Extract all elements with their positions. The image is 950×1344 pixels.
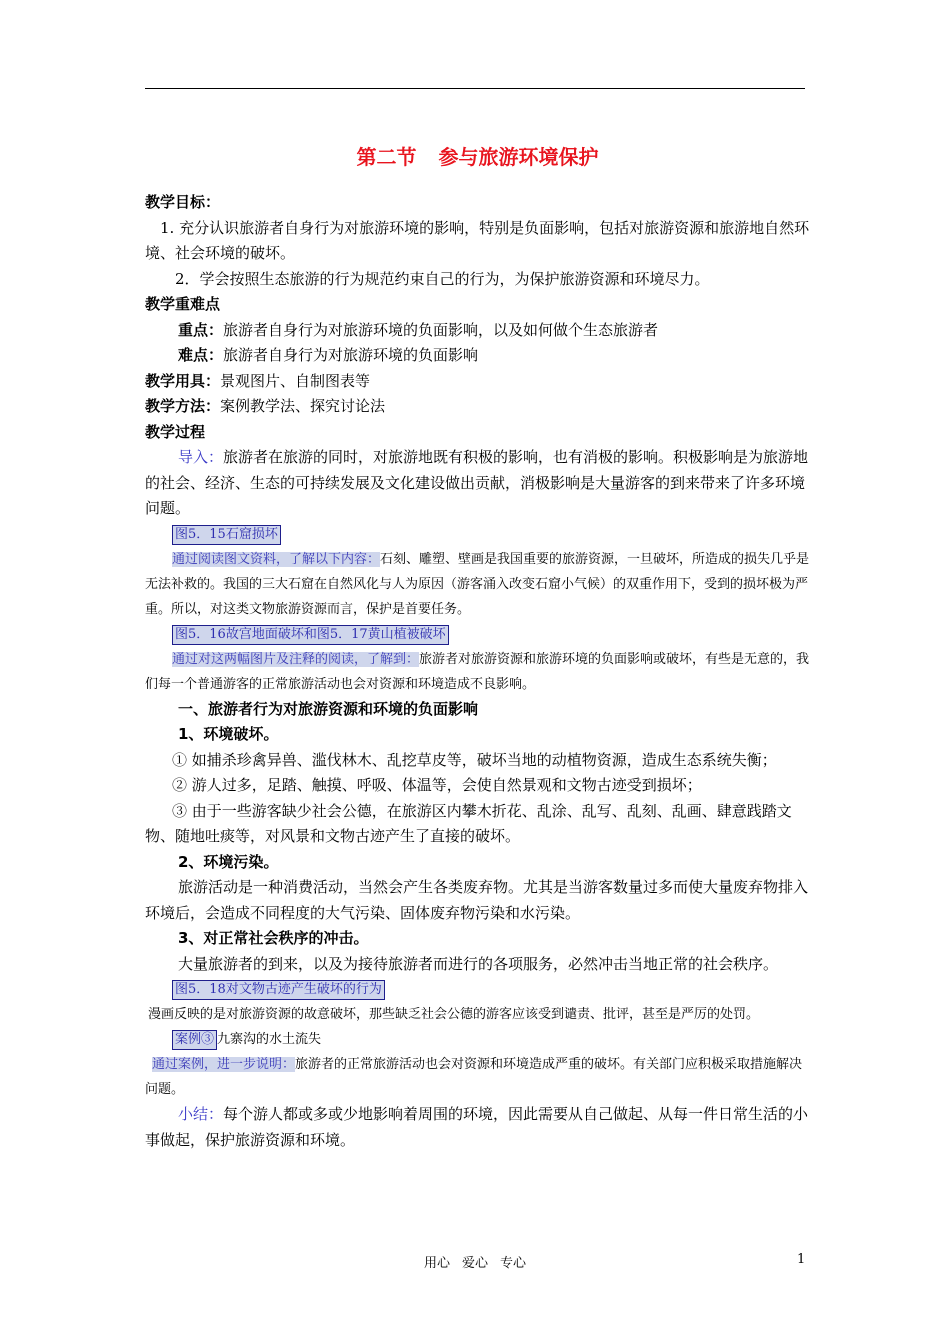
damage-item-1: ① 如捕杀珍禽异兽、滥伐林木、乱挖草皮等，破坏当地的动植物资源，造成生态系统失衡； [172, 750, 777, 769]
figure-ref-1 [145, 522, 810, 547]
social-order-paragraph: 大量旅游者的到来，以及为接待旅游者而进行的各项服务，必然冲击当地正常的社会秩序。 [178, 954, 779, 973]
reading-note-2-label: 通过对这两幅图片及注释的阅读，了解到： [172, 651, 420, 667]
damage-item-2: ② 游人过多，足踏、触摸、呼吸、体温等，会使自然景观和文物古迹受到损坏； [172, 776, 702, 794]
subsection-3-heading: 3、对正常社会秩序的冲击。 [178, 929, 369, 947]
goal-1: 1. 充分认识旅游者自身行为对旅游环境的影响，特别是负面影响，包括对旅游资源和旅游地自然环境、社会环境的破坏。 [145, 218, 810, 262]
goals-heading: 教学目标： [145, 193, 221, 211]
summary-text: 每个游人都或多或少地影响着周围的环境，因此需要从自己做起、从每一件日常生活的小事做起，保护旅游资源和环境。 [145, 1105, 809, 1149]
subsection-2-heading: 2、环境污染。 [178, 852, 279, 871]
reading-note-1-label: 通过阅读图文资料，了解以下内容： [172, 551, 381, 567]
difficult-point [145, 343, 810, 369]
key-point-text: 旅游者自身行为对旅游环境的负面影响，以及如何做个生态旅游者 [223, 320, 659, 339]
intro-label: 导入： [178, 448, 224, 466]
reading-note-1 [145, 547, 810, 622]
teaching-method [145, 394, 810, 420]
figure-label-2: 图5．16故宫地面破坏和图5．17黄山植被破坏 [172, 625, 449, 645]
difficult-point-text: 旅游者自身行为对旅游环境的负面影响 [223, 346, 479, 364]
cartoon-note: 漫画反映的是对旅游资源的故意破坏，那些缺乏社会公德的游客应该受到谴责、批评，甚至是严厉的处罚。 [148, 1007, 760, 1022]
damage-item-3: ③ 由于一些游客缺少社会公德，在旅游区内攀木折花、乱涂、乱写、乱刻、乱画、肆意践踏文物、随地吐痰等，对风景和文物古迹产生了直接的破坏。 [145, 801, 792, 845]
section-title: 参与旅游环境保护 [438, 145, 599, 169]
case-label: 案例③ [172, 1030, 217, 1050]
section-number: 第二节 [356, 145, 417, 169]
goal-2: 2．学会按照生态旅游的行为规范约束自己的行为，为保护旅游资源和环境尽力。 [175, 269, 710, 288]
page-number: 1 [797, 1252, 806, 1267]
summary-label: 小结： [178, 1105, 224, 1123]
footer-motto [0, 1252, 950, 1271]
key-point-label: 重点： [178, 320, 224, 339]
page-title [145, 140, 810, 174]
reading-note-2-text: 旅游者对旅游资源和旅游环境的负面影响或破坏，有些是无意的，我们每一个普通游客的正常旅游活动也会对资源和环境造成不良影响。 [145, 651, 810, 692]
footer-word-1: 用心 [423, 1256, 450, 1271]
teaching-method-label: 教学方法： [145, 397, 221, 415]
reading-note-1-text: 石刻、雕塑、壁画是我国重要的旅游资源，一旦破坏，所造成的损失几乎是无法补救的。我国的三大石窟在自然风化与人为原因（游客涌入改变石窟小气候）的双重作用下，受到的损坏极为严重。所以，对这类文物旅游资源而言，保护是首要任务。 [145, 551, 810, 617]
case-note [145, 1052, 810, 1102]
figure-label-1: 图5．15石窟损坏 [172, 525, 281, 545]
section-1-heading: 一、旅游者行为对旅游资源和环境的负面影响 [178, 699, 479, 718]
summary-paragraph [145, 1102, 810, 1153]
intro-text: 旅游者在旅游的同时，对旅游地既有积极的影响，也有消极的影响。积极影响是为旅游地的社会、经济、生态的可持续发展及文化建设做出贡献，消极影响是大量游客的到来带来了许多环境问题。 [145, 448, 809, 517]
figure-ref-2 [145, 622, 810, 647]
teaching-method-text: 案例教学法、探究讨论法 [220, 397, 386, 415]
figure-ref-3 [145, 977, 810, 1002]
key-points-heading: 教学重难点 [145, 295, 221, 313]
pollution-paragraph: 旅游活动是一种消费活动，当然会产生各类废弃物。尤其是当游客数量过多而使大量废弃物排入环境后，会造成不同程度的大气污染、固体废弃物污染和水污染。 [145, 878, 809, 922]
teaching-tools [145, 369, 810, 395]
intro-paragraph [145, 445, 810, 522]
footer-word-2: 爱心 [461, 1256, 488, 1271]
figure-label-3: 图5．18对文物古迹产生破坏的行为 [172, 980, 385, 1000]
case-ref [145, 1027, 810, 1052]
footer-word-3: 专心 [500, 1256, 527, 1271]
reading-note-2 [145, 647, 810, 697]
case-title: 九寨沟的水土流失 [217, 1032, 322, 1047]
document-body [145, 140, 810, 1153]
teaching-tools-text: 景观图片、自制图表等 [220, 371, 371, 390]
difficult-point-label: 难点： [178, 346, 224, 364]
teaching-tools-label: 教学用具： [145, 371, 221, 390]
process-heading: 教学过程 [145, 422, 206, 441]
key-point [145, 318, 810, 344]
header-rule [145, 88, 805, 89]
case-note-label: 通过案例，进一步说明： [152, 1057, 296, 1072]
case-note-text: 旅游者的正常旅游活动也会对资源和环境造成严重的破坏。有关部门应积极采取措施解决问题。 [145, 1057, 803, 1097]
subsection-1-heading: 1、环境破坏。 [178, 725, 279, 743]
